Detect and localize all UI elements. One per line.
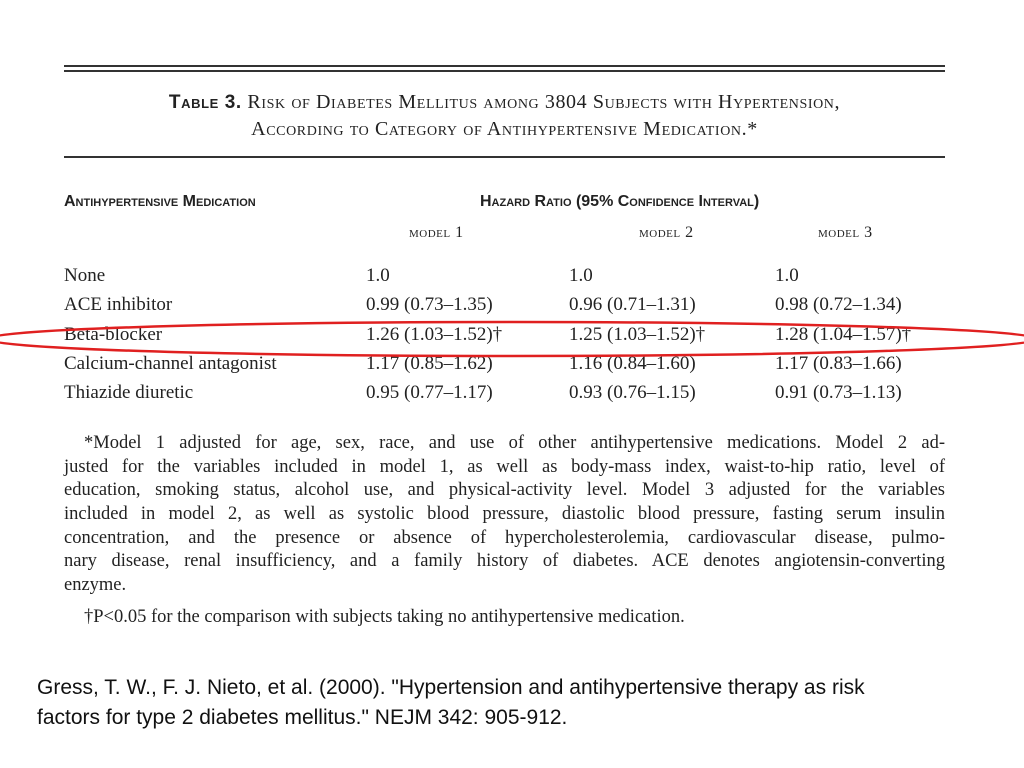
header-medication: Antihypertensive Medication xyxy=(64,193,256,210)
medication-cell: Beta-blocker xyxy=(64,324,163,345)
hazard-ratio-cell: 1.0 xyxy=(569,265,593,286)
footnote-line: enzyme. xyxy=(64,575,127,596)
footnote-line: education, smoking status, alcohol use, and physical-activity level. Model 3 adjusted for the variables xyxy=(64,480,945,501)
citation-line-1: Gress, T. W., F. J. Nieto, et al. (2000). "Hypertension and antihypertensive therapy as risk xyxy=(37,676,865,699)
medication-cell: Calcium-channel antagonist xyxy=(64,353,277,374)
footnote-line: concentration, and the presence or absence of hypercholesterolemia, cardiovascular disease, pulmo- xyxy=(64,527,945,548)
header-model-1: model 1 xyxy=(409,224,464,241)
citation xyxy=(37,673,865,733)
footnote-line: included in model 2, as well as systolic blood pressure, diastolic blood pressure, fasting serum insulin xyxy=(64,504,945,525)
medication-cell: Thiazide diuretic xyxy=(64,382,194,403)
hazard-ratio-cell: 1.17 (0.85–1.62) xyxy=(366,353,493,374)
table-label: Table 3. xyxy=(168,92,242,113)
medication-cell: None xyxy=(64,265,106,286)
citation-line-2: factors for type 2 diabetes mellitus." NEJM 342: 905-912. xyxy=(37,706,568,729)
footnote-line: nary disease, renal insufficiency, and a family history of diabetes. ACE denotes angiotensin-converting xyxy=(64,551,945,572)
table-footnote xyxy=(64,432,945,598)
hazard-ratio-cell: 1.17 (0.83–1.66) xyxy=(775,353,902,374)
hazard-ratio-cell: 0.96 (0.71–1.31) xyxy=(569,294,696,315)
footnote-line: *Model 1 adjusted for age, sex, race, and use of other antihypertensive medications. Model 2 ad- xyxy=(84,433,945,453)
hazard-ratio-cell: 0.93 (0.76–1.15) xyxy=(569,382,696,403)
hazard-ratio-cell: 0.91 (0.73–1.13) xyxy=(775,382,902,403)
title-line-2: According to Category of Antihypertensive Medication.* xyxy=(251,118,758,140)
dagger-note: †P<0.05 for the comparison with subjects taking no antihypertensive medication. xyxy=(84,607,685,627)
hazard-ratio-cell: 1.26 (1.03–1.52)† xyxy=(366,324,503,345)
header-hazard-ratio: Hazard Ratio (95% Confidence Interval) xyxy=(480,193,760,210)
title-line-1: Risk of Diabetes Mellitus among 3804 Subjects with Hypertension, xyxy=(247,91,841,113)
footnote-line: justed for the variables included in model 1, as well as body-mass index, waist-to-hip ratio, level of xyxy=(64,456,945,477)
header-model-3: model 3 xyxy=(818,224,873,241)
hazard-ratio-cell: 0.99 (0.73–1.35) xyxy=(366,294,493,315)
hazard-ratio-cell: 1.25 (1.03–1.52)† xyxy=(569,324,706,345)
medication-cell: ACE inhibitor xyxy=(64,294,173,315)
hazard-ratio-cell: 0.98 (0.72–1.34) xyxy=(775,294,902,315)
hazard-ratio-cell: 1.16 (0.84–1.60) xyxy=(569,353,696,374)
hazard-ratio-cell: 1.28 (1.04–1.57)† xyxy=(775,324,912,345)
hazard-ratio-cell: 1.0 xyxy=(366,265,390,286)
hazard-ratio-cell: 0.95 (0.77–1.17) xyxy=(366,382,493,403)
hazard-ratio-cell: 1.0 xyxy=(775,265,799,286)
header-model-2: model 2 xyxy=(639,224,694,241)
